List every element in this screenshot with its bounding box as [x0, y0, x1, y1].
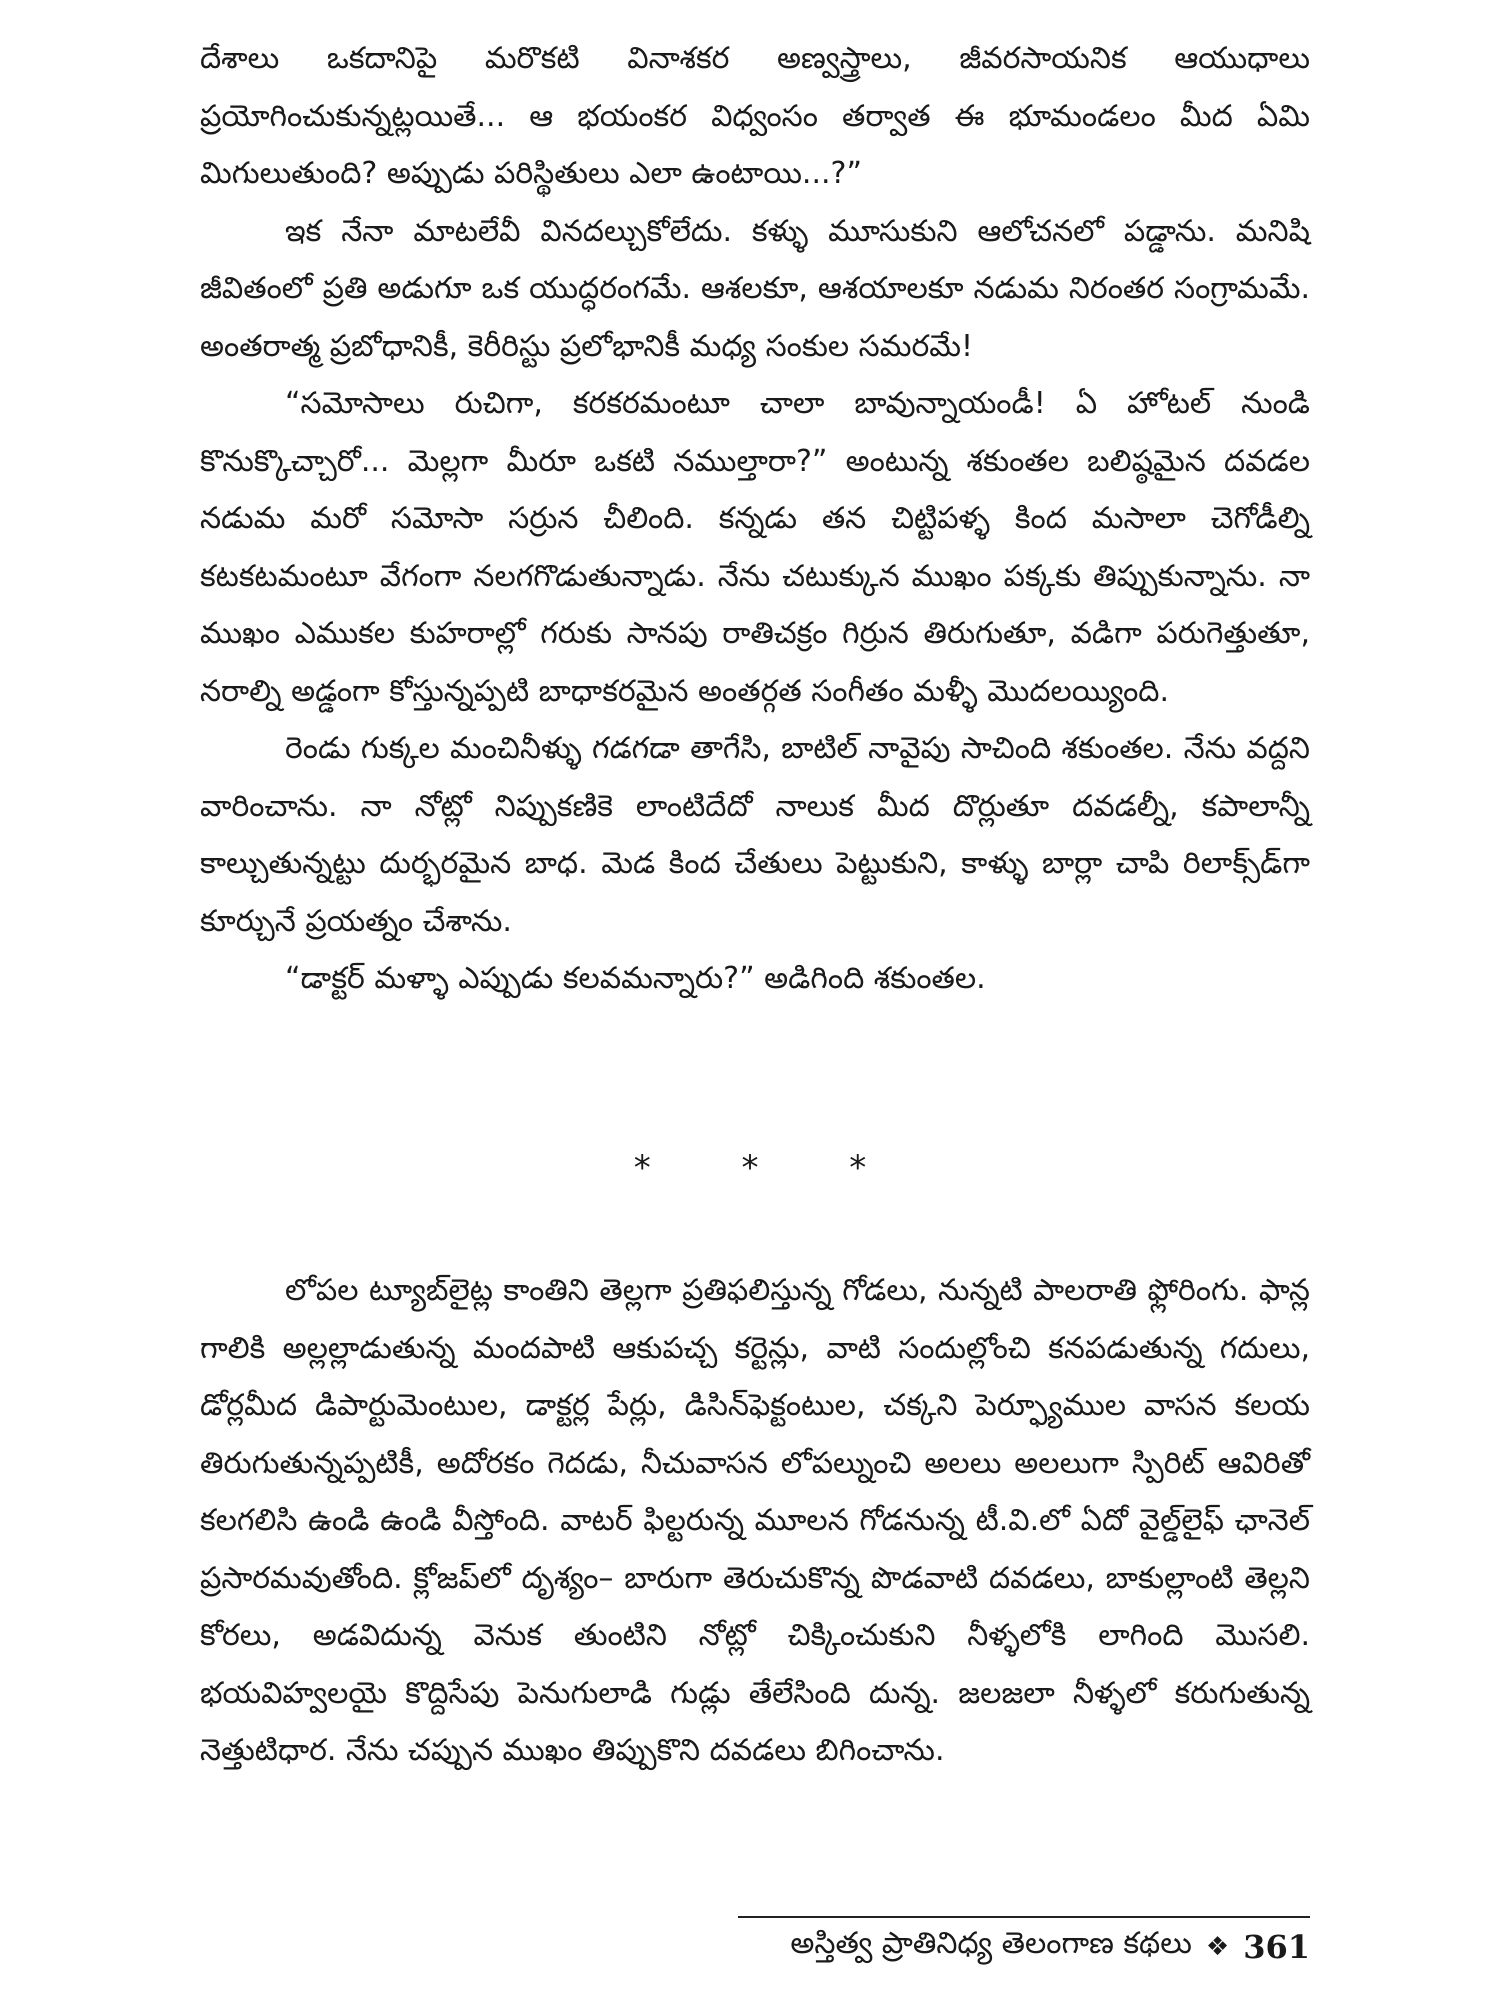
- paragraph: ఇక నేనా మాటలేవీ వినదల్చుకోలేదు. కళ్ళు మూసుకుని ఆలోచనలో పడ్డాను. మనిషి జీవితంలో ప్రతి అడుగూ ఒక యుద్ధరంగమే. ఆశలకూ, ఆశయాలకూ నడుమ నిరంతర సంగ్రామమే. అంతరాత్మ ప్రబోధానికీ, కెరీరిస్టు ప్రలోభానికీ మధ్య సంకుల సమరమే!: [200, 213, 1310, 364]
- paragraph: దేశాలు ఒకదానిపై మరొకటి వినాశకర అణ్వస్త్రాలు, జీవరసాయనిక ఆయుధాలు ప్రయోగించుకున్నట్లయితే... ఆ భయంకర విధ్వంసం తర్వాత ఈ భూమండలం మీద ఏమి మిగులుతుంది? అప్పుడు పరిస్థితులు ఎలా ఉంటాయి...?”: [200, 41, 1310, 191]
- story-section-1: [200, 30, 1310, 1008]
- page-number: 361: [1243, 1928, 1310, 1966]
- paragraph: “డాక్టర్ మళ్ళా ఎప్పుడు కలవమన్నారు?” అడిగింది శకుంతల.: [285, 961, 986, 996]
- footer-rule: [738, 1916, 1310, 1918]
- section-separator: * * *: [633, 1148, 907, 1188]
- paragraph: రెండు గుక్కల మంచినీళ్ళు గడగడా తాగేసి, బాటిల్ నావైపు సాచింది శకుంతల. నేను వద్దని వారించాను. నా నోట్లో నిప్పుకణికె లాంటిదేదో నాలుక మీద దొర్లుతూ దవడల్నీ, కపాలాన్నీ కాల్చుతున్నట్టు దుర్భరమైన బాధ. మెడ కింద చేతులు పెట్టుకుని, కాళ్ళు బార్లా చాపి రిలాక్స్‌డ్‌గా కూర్చునే ప్రయత్నం చేశాను.: [200, 731, 1310, 939]
- paragraph: లోపల ట్యూబ్‌లైట్ల కాంతిని తెల్లగా ప్రతిఫలిస్తున్న గోడలు, నున్నటి పాలరాతి ఫ్లోరింగు. ఫాన్ల గాలికి అల్లల్లాడుతున్న మందపాటి ఆకుపచ్చ కర్టెన్లు, వాటి సందుల్లోంచి కనపడుతున్న గదులు, డోర్లమీద డిపార్టుమెంటుల, డాక్టర్ల పేర్లు, డిసిన్‌ఫెక్టంటుల, చక్కని పెర్ఫ్యూముల వాసన కలయ తిరుగుతున్నప్పటికీ, అదోరకం గెదడు, నీచువాసన లోపల్నుంచి అలలు అలలుగా స్పిరిట్ ఆవిరితో కలగలిసి ఉండి ఉండి వీస్తోంది. వాటర్ ఫిల్టరున్న మూలన గోడనున్న టీ.వి.లో ఏదో వైల్డ్‌లైఫ్ ఛానెల్ ప్రసారమవుతోంది. క్లోజప్‌లో దృశ్యం– బారుగా తెరుచుకొన్న పొడవాటి దవడలు, బాకుల్లాంటి తెల్లని కోరలు, అడవిదున్న వెనుక తుంటిని నోట్లో చిక్కించుకుని నీళ్ళలోకి లాగింది మొసలి. భయవిహ్వలయై కొద్దిసేపు పెనుగులాడి గుడ్లు తేలేసింది దున్న. జలజలా నీళ్ళలో కరుగుతున్న నెత్తుటిధార. నేను చప్పున ముఖం తిప్పుకొని దవడలు బిగించాను.: [200, 1273, 1310, 1768]
- story-section-2: [200, 1262, 1310, 1780]
- book-title: అస్తిత్వ ప్రాతినిధ్య తెలంగాణ కథలు: [790, 1926, 1192, 1961]
- ornament-icon: ❖: [1205, 1932, 1230, 1962]
- paragraph: “సమోసాలు రుచిగా, కరకరమంటూ చాలా బావున్నాయండీ! ఏ హోటల్ నుండి కొనుక్కొచ్చారో... మెల్లగా మీరూ ఒకటి నముల్తారా?” అంటున్న శకుంతల బలిష్ఠమైన దవడల నడుమ మరో సమోసా సర్రున చీలింది. కన్నడు తన చిట్టిపళ్ళ కింద మసాలా చెగోడీల్ని కటకటమంటూ వేగంగా నలగగొడుతున్నాడు. నేను చటుక్కున ముఖం పక్కకు తిప్పుకున్నాను. నా ముఖం ఎముకల కుహరాల్లో గరుకు సానపు రాతిచక్రం గిర్రున తిరుగుతూ, వడిగా పరుగెత్తుతూ, నరాల్ని అడ్డంగా కోస్తున్నప్పటి బాధాకరమైన అంతర్గత సంగీతం మళ్ళీ మొదలయ్యింది.: [200, 386, 1310, 709]
- page-footer: [790, 1926, 1310, 1968]
